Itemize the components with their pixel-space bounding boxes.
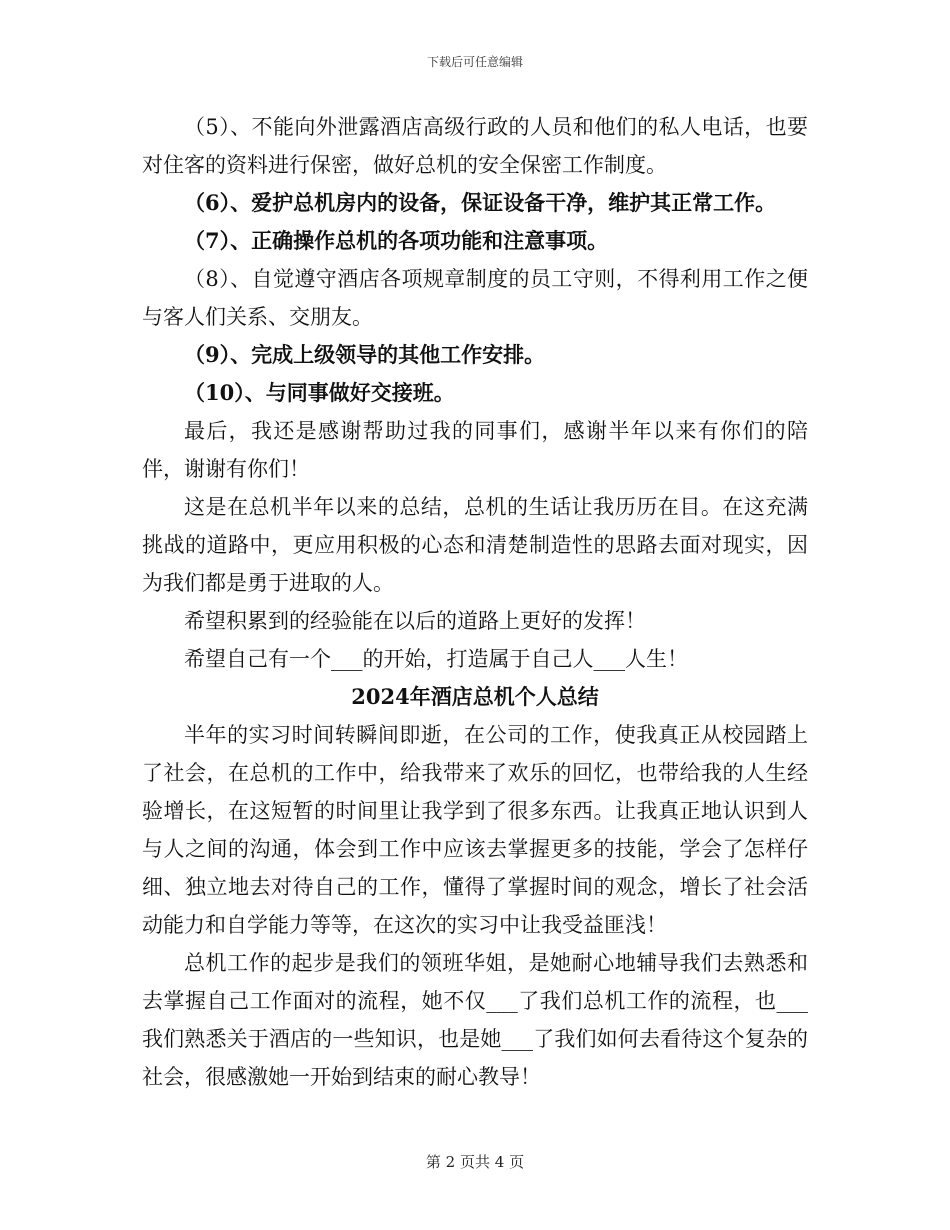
paragraph-item-7: （7）、正确操作总机的各项功能和注意事项。 — [184, 228, 609, 253]
paragraph-internship: 半年的实习时间转瞬间即逝，在公司的工作，使我真正从校园踏上了社会，在总机的工作中，给我带来了欢乐的回忆，也带给我的人生经验增长，在这短暂的时间里让我学到了很多东西。让我真正地认识到人与人之间的沟通，体会到工作中应该去掌握更多的技能，学会了怎样仔细、独立地去对待自己的工作，懂得了掌握时间的观念，增长了社会活动能力和自学能力等等，在这次的实习中让我受益匪浅！ — [142, 723, 808, 937]
paragraph-thanks: 最后，我还是感谢帮助过我的同事们，感谢半年以来有你们的陪伴，谢谢有你们！ — [142, 419, 808, 481]
document-body — [142, 108, 808, 1096]
paragraph-item-5: （5）、不能向外泄露酒店高级行政的人员和他们的私人电话，也要对住客的资料进行保密，做好总机的安全保密工作制度。 — [142, 115, 808, 177]
page-number: 第 2 页共 4 页 — [425, 1153, 525, 1171]
paragraph-item-6: （6）、爱护总机房内的设备，保证设备干净，维护其正常工作。 — [184, 190, 777, 215]
paragraph-item-10: （10）、与同事做好交接班。 — [184, 380, 455, 405]
paragraph-mentor: 总机工作的起步是我们的领班华姐，是她耐心地辅导我们去熟悉和去掌握自己工作面对的流程，她不仅___了我们总机工作的流程，也___我们熟悉关于酒店的一些知识，也是她___了我们如何去看待这个复杂的社会，很感激她一开始到结束的耐心教导！ — [142, 951, 808, 1089]
page-header: 下载后可任意编辑 — [426, 55, 523, 69]
paragraph-hope-start: 希望自己有一个___的开始，打造属于自己人___人生！ — [184, 647, 688, 671]
paragraph-hope-experience: 希望积累到的经验能在以后的道路上更好的发挥！ — [184, 609, 646, 633]
paragraph-summary: 这是在总机半年以来的总结，总机的生话让我历历在目。在这充满挑战的道路中，更应用积极的心态和清楚制造性的思路去面对现实，因为我们都是勇于进取的人。 — [142, 495, 808, 595]
paragraph-item-8: （8）、自觉遵守酒店各项规章制度的员工守则，不得利用工作之便与客人们关系、交朋友。 — [142, 267, 808, 329]
section-title: 2024年酒店总机个人总结 — [351, 684, 599, 709]
paragraph-item-9: （9）、完成上级领导的其他工作安排。 — [184, 342, 546, 367]
